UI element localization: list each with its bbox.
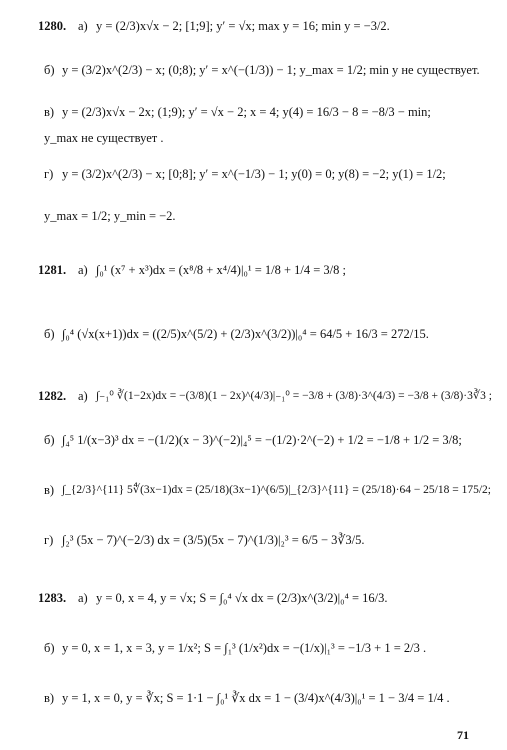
part-text: ∫₀⁴ (√x(x+1))dx = ((2/5)x^(5/2) + (2/3)x^(3/2))|₀⁴ = 64/5 + 16/3 = 272/15. [62,327,429,341]
part-label: б) [44,63,55,77]
part-text: y = 1, x = 0, y = ∛x; S = 1·1 − ∫₀¹ ∛x dx = 1 − (3/4)x^(4/3)|₀¹ = 1 − 3/4 = 1/4 . [62,691,450,705]
problem-number: 1282. [38,389,67,403]
part-label: г) [44,533,54,547]
part-label: а) [78,263,88,277]
part-label: б) [44,433,55,447]
part-text: ∫₄⁵ 1/(x−3)³ dx = −(1/2)(x − 3)^(−2)|₄⁵ = −(1/2)·2^(−2) + 1/2 = −1/8 + 1/2 = 3/8; [62,433,462,447]
part-text: y = (2/3)x√x − 2; [1;9]; y′ = √x; max y = 16; min y = −3/2. [96,19,390,33]
problem-number: 1281. [38,263,67,277]
part-text: ∫₋₁⁰ ∛(1−2x)dx = −(3/8)(1 − 2x)^(4/3)|₋₁⁰ = −3/8 + (3/8)·3^(4/3) = −3/8 + (3/8)·3∛3 ; [96,390,492,402]
problem-number: 1280. [38,19,67,33]
part-text: y_max не существует . [44,131,164,145]
problem-number: 1283. [38,591,67,605]
part-label: а) [78,389,88,403]
part-label: а) [78,591,88,605]
part-text: y = 0, x = 4, y = √x; S = ∫₀⁴ √x dx = (2/3)x^(3/2)|₀⁴ = 16/3. [96,591,388,605]
part-label: в) [44,483,55,497]
part-text: y = (3/2)x^(2/3) − x; [0;8]; y′ = x^(−1/3) − 1; y(0) = 0; y(8) = −2; y(1) = 1/2; [62,167,446,181]
part-label: б) [44,327,55,341]
part-label: в) [44,691,55,705]
part-text: ∫₀¹ (x⁷ + x³)dx = (x⁸/8 + x⁴/4)|₀¹ = 1/8 + 1/4 = 3/8 ; [96,263,346,277]
part-text: ∫_{2/3}^{11} 5∜(3x−1)dx = (25/18)(3x−1)^(6/5)|_{2/3}^{11} = (25/18)·64 − 25/18 = 175/2; [62,484,491,496]
part-text: y_max = 1/2; y_min = −2. [44,209,176,223]
part-text: y = (2/3)x√x − 2x; (1;9); y′ = √x − 2; x = 4; y(4) = 16/3 − 8 = −8/3 − min; [62,105,431,119]
part-label: г) [44,167,54,181]
page-number: 71 [457,728,469,742]
part-text: ∫₂³ (5x − 7)^(−2/3) dx = (3/5)(5x − 7)^(1/3)|₂³ = 6/5 − 3∛3/5. [62,533,365,547]
part-text: y = (3/2)x^(2/3) − x; (0;8); y′ = x^(−(1/3)) − 1; y_max = 1/2; min y не существует. [62,63,480,77]
part-label: в) [44,105,55,119]
part-text: y = 0, x = 1, x = 3, y = 1/x²; S = ∫₁³ (1/x²)dx = −(1/x)|₁³ = −1/3 + 1 = 2/3 . [62,641,427,655]
part-label: б) [44,641,55,655]
part-label: а) [78,19,88,33]
